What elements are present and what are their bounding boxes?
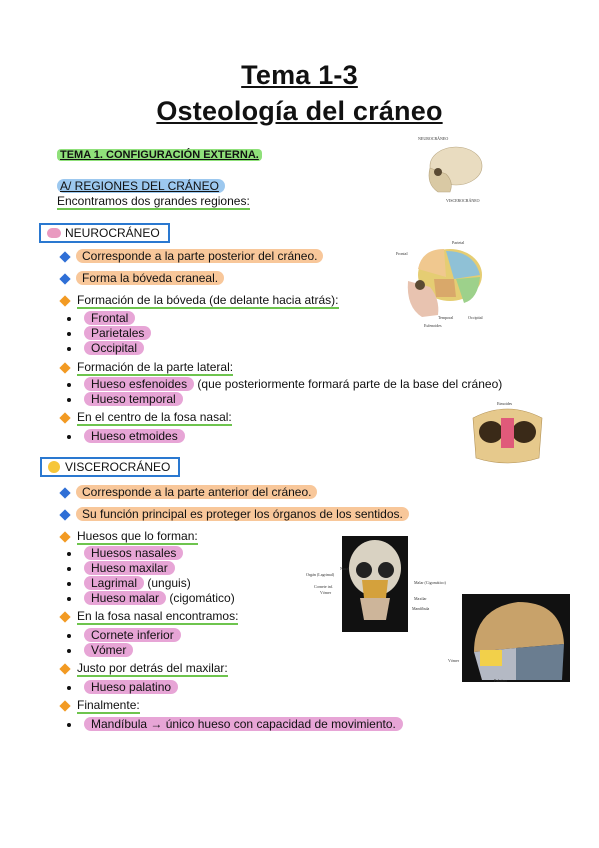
subsection-heading: A/ REGIONES DEL CRÁNEO: [57, 178, 225, 194]
page-title: Tema 1-3: [241, 60, 358, 90]
list-item: Frontal: [84, 310, 135, 326]
neuro-point-4: Formación de la parte lateral:: [77, 360, 234, 374]
list-item: Hueso malar (cigomático): [84, 590, 235, 606]
skull-bones-figure: Frontal Parietal Temporal Occipital Esfenoides: [394, 237, 492, 329]
bullet: [67, 582, 71, 586]
skull-sagittal-drawing: [446, 592, 574, 686]
bullet: [67, 723, 71, 727]
blue-diamond-icon: [59, 487, 70, 498]
list-item: Huesos nasales: [84, 545, 183, 561]
bullet: [67, 686, 71, 690]
list-item: Vómer: [84, 642, 133, 658]
viscero-point-6: Finalmente:: [77, 698, 140, 712]
grinning-face-icon: [48, 461, 60, 473]
list-item: Hueso temporal: [84, 391, 183, 407]
viscero-point-5: Justo por detrás del maxilar:: [77, 661, 228, 675]
orange-diamond-icon: [59, 362, 70, 373]
list-item: Parietales: [84, 325, 151, 341]
blue-diamond-icon: [59, 273, 70, 284]
bullet: [67, 649, 71, 653]
bullet: [67, 552, 71, 556]
ethmoid-figure: Etmoides: [467, 398, 548, 470]
skull-sagittal-figure: Vómer Palatino: [446, 592, 574, 686]
skull-lateral-drawing: [416, 134, 488, 204]
bullet: [67, 383, 71, 387]
skull-frontal-figure: Nasal Orgán (Lagrimal) Cornete inf. Vómer Malar (Cigomático) Maxilar Mandíbula: [302, 536, 435, 632]
list-item: Occipital: [84, 340, 144, 356]
neuro-point-5: En el centro de la fosa nasal:: [77, 410, 232, 424]
orange-diamond-icon: [59, 700, 70, 711]
list-item: Hueso etmoides: [84, 428, 185, 444]
page-subtitle: Osteología del cráneo: [156, 96, 443, 126]
ethmoid-drawing: [467, 398, 548, 470]
viscerocraneo-heading: VISCEROCRÁNEO: [40, 457, 180, 477]
bullet: [67, 634, 71, 638]
blue-diamond-icon: [59, 509, 70, 520]
bullet: [67, 332, 71, 336]
list-item: Hueso maxilar: [84, 560, 175, 576]
orange-diamond-icon: [59, 295, 70, 306]
list-item: Hueso palatino: [84, 679, 178, 695]
bullet: [67, 567, 71, 571]
blue-diamond-icon: [59, 251, 70, 262]
viscero-point-2: Su función principal es proteger los órganos de los sentidos.: [76, 506, 409, 522]
list-item: Cornete inferior: [84, 627, 181, 643]
neuro-point-1: Corresponde a la parte posterior del cráneo.: [76, 248, 323, 264]
list-item: Lagrimal (unguis): [84, 575, 191, 591]
bullet: [67, 597, 71, 601]
orange-diamond-icon: [59, 531, 70, 542]
bullet: [67, 347, 71, 351]
viscero-point-4: En la fosa nasal encontramos:: [77, 609, 239, 623]
viscero-point-3: Huesos que lo forman:: [77, 529, 198, 543]
bullet: [67, 435, 71, 439]
orange-diamond-icon: [59, 663, 70, 674]
viscero-point-1: Corresponde a la parte anterior del cráneo.: [76, 484, 317, 500]
neuro-point-2: Forma la bóveda craneal.: [76, 270, 224, 286]
orange-diamond-icon: [59, 412, 70, 423]
list-item: Hueso esfenoides (que posteriormente formará parte de la base del cráneo): [84, 376, 502, 392]
brain-icon: [47, 228, 61, 238]
neuro-point-3: Formación de la bóveda (de delante hacia atrás):: [77, 293, 339, 307]
bullet: [67, 398, 71, 402]
bullet: [67, 317, 71, 321]
intro-text: Encontramos dos grandes regiones:: [57, 194, 250, 208]
list-item: Mandíbula → único hueso con capacidad de movimiento.: [84, 716, 403, 732]
neurocraneo-heading: NEUROCRÁNEO: [39, 223, 170, 243]
orange-diamond-icon: [59, 611, 70, 622]
section-heading: TEMA 1. CONFIGURACIÓN EXTERNA.: [57, 147, 262, 163]
skull-lateral-figure: NEUROCRÁNEO VISCEROCRÁNEO: [416, 134, 488, 204]
